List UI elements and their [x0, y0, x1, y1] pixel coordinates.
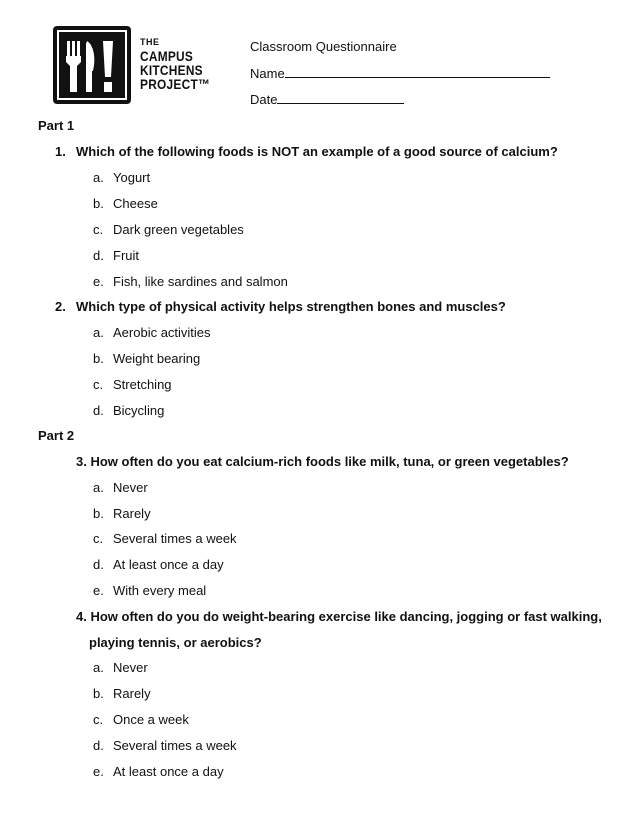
question-2-number: 2. [55, 299, 66, 314]
q1-option-e-letter: e. [93, 274, 104, 289]
question-1-text: Which of the following foods is NOT an example of a good source of calcium? [76, 144, 558, 159]
q1-option-b: Cheese [113, 196, 158, 211]
question-3-text: 3. How often do you eat calcium-rich foods like milk, tuna, or green vegetables? [76, 454, 569, 469]
logo-line-project: PROJECT™ [140, 76, 211, 92]
date-blank-line[interactable] [277, 91, 404, 104]
fork-knife-exclamation-icon [53, 26, 131, 104]
q4-option-d: Several times a week [113, 738, 237, 753]
q1-option-a-letter: a. [93, 170, 104, 185]
part1-heading: Part 1 [38, 118, 75, 133]
q4-option-b: Rarely [113, 686, 151, 701]
question-2-text: Which type of physical activity helps strengthen bones and muscles? [76, 299, 506, 314]
q1-option-d: Fruit [113, 248, 139, 263]
logo-line-the: THE [140, 37, 160, 47]
q1-option-e: Fish, like sardines and salmon [113, 274, 288, 289]
logo-line-campus: CAMPUS [140, 48, 194, 64]
q3-option-d: At least once a day [113, 557, 224, 572]
question-4-text: 4. How often do you do weight-bearing exercise like dancing, jogging or fast walking, [76, 609, 602, 624]
q4-option-c-letter: c. [93, 712, 104, 727]
name-field[interactable] [250, 65, 550, 81]
q4-option-e: At least once a day [113, 764, 224, 779]
name-label: Name [250, 66, 285, 81]
q4-option-d-letter: d. [93, 738, 104, 753]
q2-option-a-letter: a. [93, 325, 104, 340]
date-field[interactable] [250, 91, 404, 107]
part2-heading: Part 2 [38, 428, 75, 443]
q2-option-c-letter: c. [93, 377, 104, 392]
logo-mark [53, 26, 131, 104]
q4-option-e-letter: e. [93, 764, 104, 779]
q3-option-e-letter: e. [93, 583, 104, 598]
q3-option-e: With every meal [113, 583, 207, 598]
q2-option-d-letter: d. [93, 403, 104, 418]
name-blank-line[interactable] [285, 65, 550, 78]
q3-option-a-letter: a. [93, 480, 104, 495]
date-label: Date [250, 92, 278, 107]
page-title: Classroom Questionnaire [250, 39, 397, 54]
logo-line-kitchens: KITCHENS [140, 62, 203, 78]
q1-option-b-letter: b. [93, 196, 104, 211]
q1-option-c-letter: c. [93, 222, 104, 237]
q1-option-d-letter: d. [93, 248, 104, 263]
question-4-text-cont: playing tennis, or aerobics? [89, 635, 262, 650]
q4-option-c: Once a week [113, 712, 189, 727]
q3-option-c-letter: c. [93, 531, 104, 546]
q2-option-a: Aerobic activities [113, 325, 211, 340]
question-1-number: 1. [55, 144, 66, 159]
logo-wordmark [140, 35, 223, 91]
q2-option-d: Bicycling [113, 403, 165, 418]
q1-option-a: Yogurt [113, 170, 151, 185]
q3-option-b: Rarely [113, 506, 151, 521]
q1-option-c: Dark green vegetables [113, 222, 244, 237]
q4-option-a-letter: a. [93, 660, 104, 675]
q2-option-b-letter: b. [93, 351, 104, 366]
q4-option-b-letter: b. [93, 686, 104, 701]
q3-option-a: Never [113, 480, 148, 495]
q3-option-c: Several times a week [113, 531, 237, 546]
q3-option-b-letter: b. [93, 506, 104, 521]
q3-option-d-letter: d. [93, 557, 104, 572]
q4-option-a: Never [113, 660, 148, 675]
q2-option-c: Stretching [113, 377, 172, 392]
q2-option-b: Weight bearing [113, 351, 201, 366]
